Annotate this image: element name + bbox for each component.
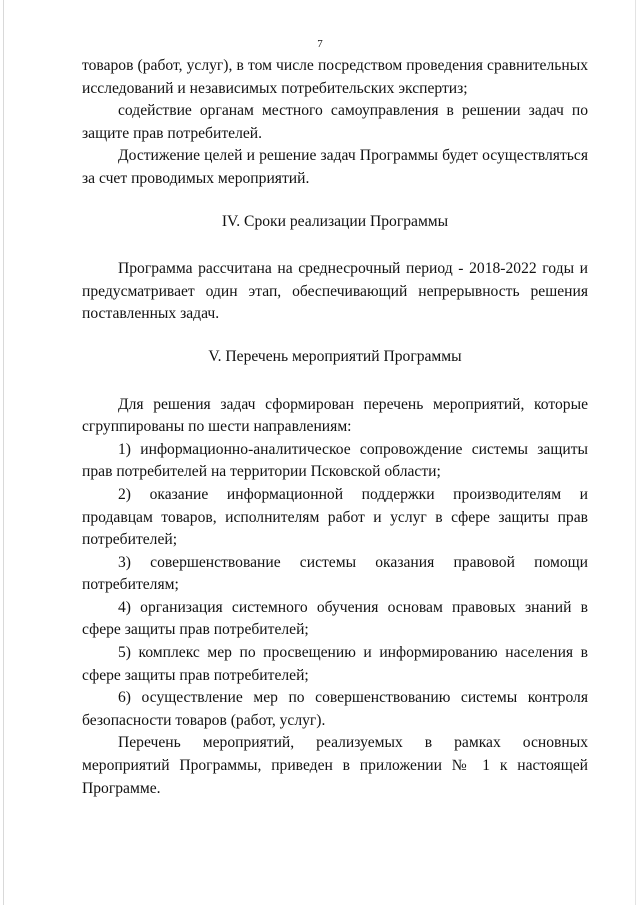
list-item: 6) осуществление мер по совершенствованию системы контроля безопасности товаров (работ, услуг). xyxy=(82,689,588,729)
section-5-intro: Для решения задач сформирован перечень мероприятий, которые сгруппированы по шести направлениям: xyxy=(82,395,588,436)
section-4-text: Программа рассчитана на среднесрочный период - 2018-2022 годы и предусматривает один этап, обеспечивающий непрерывность решения поставленных задач. xyxy=(82,260,588,323)
scan-edge-left xyxy=(3,0,4,905)
document-body xyxy=(82,55,588,800)
list-item: 5) комплекс мер по просвещению и информированию населения в сфере защиты прав потребителей; xyxy=(82,644,588,684)
paragraph-continuation: товаров (работ, услуг), в том числе посредством проведения сравнительных исследований и независимых потребительских экспертиз; xyxy=(82,57,588,97)
list-item: 4) организация системного обучения основам правовых знаний в сфере защиты прав потребителей; xyxy=(82,598,588,639)
section-5-closing: Перечень мероприятий, реализуемых в рамках основных мероприятий Программы, приведен в приложении № 1 к настоящей Программе. xyxy=(82,734,588,797)
list-item: 2) оказание информационной поддержки производителям и продавцам товаров, исполнителям работ и услуг в сфере защиты прав потребителей; xyxy=(82,485,588,549)
paragraph-local-government: содействие органам местного самоуправления в решении задач по защите прав потребителей. xyxy=(82,102,588,142)
paragraph-goals: Достижение целей и решение задач Программы будет осуществляться за счет проводимых мероприятий. xyxy=(82,147,588,187)
list-item: 3) совершенствование системы оказания правовой помощи потребителям; xyxy=(82,553,588,594)
scan-edge-right xyxy=(635,0,636,905)
page-number: 7 xyxy=(317,38,323,50)
section-5-heading: V. Перечень мероприятий Программы xyxy=(208,347,462,365)
list-item: 1) информационно-аналитическое сопровождение системы защиты прав потребителей на территории Псковской области; xyxy=(82,440,588,481)
section-4-heading: IV. Сроки реализации Программы xyxy=(221,212,449,230)
